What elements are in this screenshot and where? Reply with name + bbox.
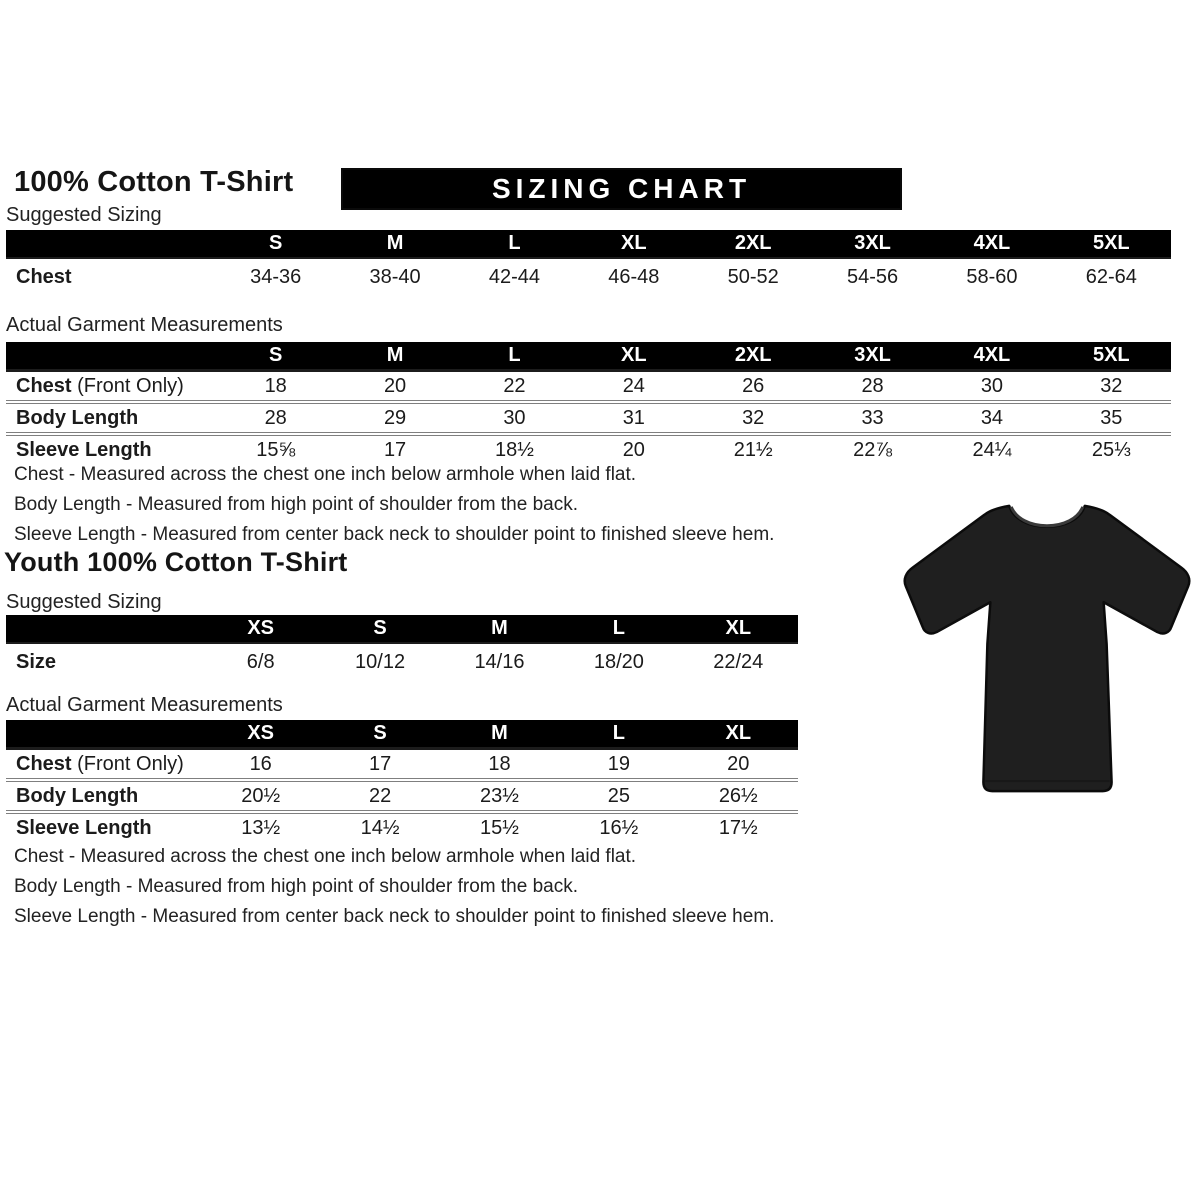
row-label: Sleeve Length: [6, 812, 201, 842]
row-label-note: (Front Only): [71, 374, 184, 397]
tshirt-product-image: [897, 480, 1197, 808]
row-label: Chest (Front Only): [6, 749, 201, 781]
youth-garment-measurements-table: [6, 720, 798, 842]
cell: 25⅓: [1052, 434, 1171, 464]
note-line: Chest - Measured across the chest one inch below armhole when laid flat.: [14, 846, 637, 867]
size-column-header: M: [440, 615, 559, 643]
size-column-header: M: [440, 720, 559, 749]
size-column-header: S: [216, 342, 335, 371]
cell: 14/16: [440, 643, 559, 680]
size-column-header: S: [320, 615, 439, 643]
cell: 21½: [694, 434, 813, 464]
cell: 42-44: [455, 258, 574, 295]
size-column-header: 2XL: [694, 342, 813, 371]
size-column-header: 3XL: [813, 230, 932, 258]
table-header-row: [6, 342, 1171, 371]
youth-measurement-notes: [14, 842, 774, 932]
cell: 32: [1052, 371, 1171, 403]
cell: 6/8: [201, 643, 320, 680]
cell: 25: [559, 780, 678, 812]
cell: 18: [216, 371, 335, 403]
youth-suggested-sizing-table: [6, 615, 798, 680]
size-column-header: L: [455, 342, 574, 371]
cell: 17: [320, 749, 439, 781]
cell: 22: [320, 780, 439, 812]
cell: 50-52: [694, 258, 813, 295]
size-column-header: XL: [574, 230, 693, 258]
cell: 20: [679, 749, 798, 781]
note-line: Sleeve Length - Measured from center back neck to shoulder point to finished sleeve hem.: [14, 524, 775, 545]
size-column-header: XL: [679, 720, 798, 749]
header-spacer: [6, 615, 201, 643]
table-row-chest: [6, 371, 1171, 403]
table-header-row: [6, 615, 798, 643]
cell: 13½: [201, 812, 320, 842]
note-line: Body Length - Measured from high point of shoulder from the back.: [14, 494, 578, 515]
cell: 22: [455, 371, 574, 403]
size-column-header: M: [335, 342, 454, 371]
cell: 32: [694, 402, 813, 434]
size-column-header: 5XL: [1052, 230, 1171, 258]
adult-section-title: 100% Cotton T-Shirt: [14, 166, 294, 198]
row-label: Body Length: [6, 780, 201, 812]
header-spacer: [6, 720, 201, 749]
cell: 15⅝: [216, 434, 335, 464]
cell: 20½: [201, 780, 320, 812]
size-column-header: XL: [679, 615, 798, 643]
size-column-header: XL: [574, 342, 693, 371]
cell: 19: [559, 749, 678, 781]
cell: 26: [694, 371, 813, 403]
adult-measurements-caption: Actual Garment Measurements: [6, 314, 283, 336]
cell: 16: [201, 749, 320, 781]
table-row: [6, 258, 1171, 295]
row-label: Body Length: [6, 402, 216, 434]
size-column-header: XS: [201, 615, 320, 643]
row-label-note: (Front Only): [71, 752, 184, 775]
cell: 22⅞: [813, 434, 932, 464]
cell: 17½: [679, 812, 798, 842]
cell: 34-36: [216, 258, 335, 295]
youth-suggested-caption: Suggested Sizing: [6, 591, 162, 613]
cell: 18/20: [559, 643, 678, 680]
size-column-header: 2XL: [694, 230, 813, 258]
size-column-header: S: [216, 230, 335, 258]
cell: 38-40: [335, 258, 454, 295]
youth-measurements-caption: Actual Garment Measurements: [6, 694, 283, 716]
youth-section-title: Youth 100% Cotton T-Shirt: [4, 547, 348, 577]
cell: 17: [335, 434, 454, 464]
sizing-chart-banner-label: SIZING CHART: [491, 173, 752, 204]
cell: 20: [335, 371, 454, 403]
cell: 15½: [440, 812, 559, 842]
cell: 20: [574, 434, 693, 464]
cell: 33: [813, 402, 932, 434]
size-column-header: 5XL: [1052, 342, 1171, 371]
size-column-header: XS: [201, 720, 320, 749]
cell: 30: [455, 402, 574, 434]
cell: 35: [1052, 402, 1171, 434]
tshirt-body: [905, 506, 1190, 791]
cell: 46-48: [574, 258, 693, 295]
row-label: Size: [6, 643, 201, 680]
size-column-header: 4XL: [932, 230, 1051, 258]
cell: 23½: [440, 780, 559, 812]
row-label: Chest (Front Only): [6, 371, 216, 403]
cell: 30: [932, 371, 1051, 403]
cell: 34: [932, 402, 1051, 434]
cell: 18: [440, 749, 559, 781]
cell: 26½: [679, 780, 798, 812]
cell: 54-56: [813, 258, 932, 295]
cell: 24: [574, 371, 693, 403]
table-header-row: [6, 230, 1171, 258]
sizing-chart-banner: [343, 170, 900, 208]
table-row-body-length: [6, 780, 798, 812]
table-row-size: [6, 643, 798, 680]
table-row-chest: [6, 749, 798, 781]
cell: 58-60: [932, 258, 1051, 295]
cell: 18½: [455, 434, 574, 464]
header-spacer: [6, 230, 216, 258]
tshirt-image: [897, 480, 1197, 808]
adult-garment-measurements-table: [6, 342, 1171, 464]
cell: 29: [335, 402, 454, 434]
note-line: Chest - Measured across the chest one inch below armhole when laid flat.: [14, 464, 637, 485]
adult-measurement-notes: [14, 460, 774, 550]
cell: 10/12: [320, 643, 439, 680]
row-label: Chest: [6, 258, 216, 295]
header-spacer: [6, 342, 216, 371]
row-label: Sleeve Length: [6, 434, 216, 464]
cell: 16½: [559, 812, 678, 842]
size-column-header: L: [559, 615, 678, 643]
table-header-row: [6, 720, 798, 749]
cell: 28: [216, 402, 335, 434]
note-line: Sleeve Length - Measured from center back neck to shoulder point to finished sleeve hem.: [14, 906, 775, 927]
adult-suggested-caption: Suggested Sizing: [6, 204, 162, 226]
note-line: Body Length - Measured from high point of shoulder from the back.: [14, 876, 578, 897]
cell: 14½: [320, 812, 439, 842]
size-column-header: S: [320, 720, 439, 749]
table-row-sleeve-length: [6, 812, 798, 842]
size-column-header: 4XL: [932, 342, 1051, 371]
cell: 22/24: [679, 643, 798, 680]
cell: 62-64: [1052, 258, 1171, 295]
size-column-header: L: [559, 720, 678, 749]
adult-suggested-sizing-table: [6, 230, 1171, 295]
table-row-body-length: [6, 402, 1171, 434]
cell: 31: [574, 402, 693, 434]
cell: 24¼: [932, 434, 1051, 464]
size-column-header: L: [455, 230, 574, 258]
size-column-header: 3XL: [813, 342, 932, 371]
cell: 28: [813, 371, 932, 403]
size-column-header: M: [335, 230, 454, 258]
